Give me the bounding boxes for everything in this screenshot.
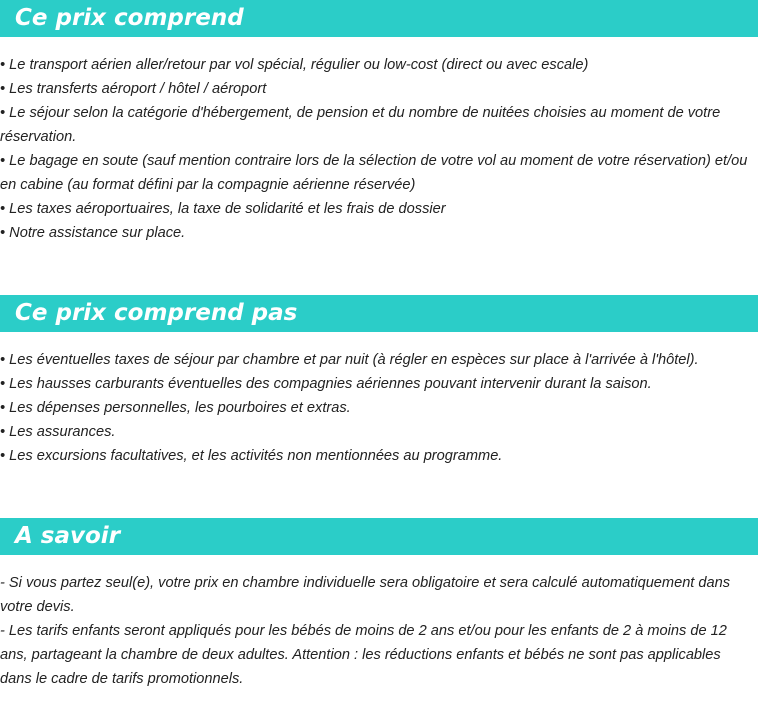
section-content <box>0 332 758 468</box>
section-title: Ce prix comprend <box>0 0 758 37</box>
list-item: • Les taxes aéroportuaires, la taxe de solidarité et les frais de dossier <box>0 201 446 217</box>
section-price-excludes <box>0 295 758 468</box>
list-item: • Les hausses carburants éventuelles des compagnies aériennes pouvant intervenir durant la saison. <box>0 376 652 392</box>
section-content <box>0 555 758 691</box>
list-item: • Le séjour selon la catégorie d'hébergement, de pension et du nombre de nuitées choisies au moment de votre réservation. <box>0 105 721 145</box>
section-good-to-know <box>0 518 758 691</box>
list-item: • Les excursions facultatives, et les activités non mentionnées au programme. <box>0 448 503 464</box>
section-price-includes <box>0 0 758 245</box>
list-item: • Les transferts aéroport / hôtel / aéroport <box>0 81 267 97</box>
list-item: - Si vous partez seul(e), votre prix en chambre individuelle sera obligatoire et sera calculé automatiquement dans votre devis. <box>0 575 731 615</box>
section-content <box>0 37 758 245</box>
list-item: • Notre assistance sur place. <box>0 225 186 241</box>
section-title: Ce prix comprend pas <box>0 295 758 332</box>
list-item: - Les tarifs enfants seront appliqués pour les bébés de moins de 2 ans et/ou pour les enfants de 2 à moins de 12 ans, partageant la chambre de deux adultes. Attention : les réductions enfants et bébés ne sont pas applicables dans le cadre de tarifs promotionnels. <box>0 623 727 687</box>
list-item: • Les éventuelles taxes de séjour par chambre et par nuit (à régler en espèces sur place à l'arrivée à l'hôtel). <box>0 352 699 368</box>
list-item: • Le bagage en soute (sauf mention contraire lors de la sélection de votre vol au moment de votre réservation) et/ou en cabine (au format défini par la compagnie aérienne réservée) <box>0 153 748 193</box>
list-item: • Les dépenses personnelles, les pourboires et extras. <box>0 400 351 416</box>
list-item: • Le transport aérien aller/retour par vol spécial, régulier ou low-cost (direct ou avec escale) <box>0 57 589 73</box>
section-title: A savoir <box>0 518 758 555</box>
list-item: • Les assurances. <box>0 424 116 440</box>
